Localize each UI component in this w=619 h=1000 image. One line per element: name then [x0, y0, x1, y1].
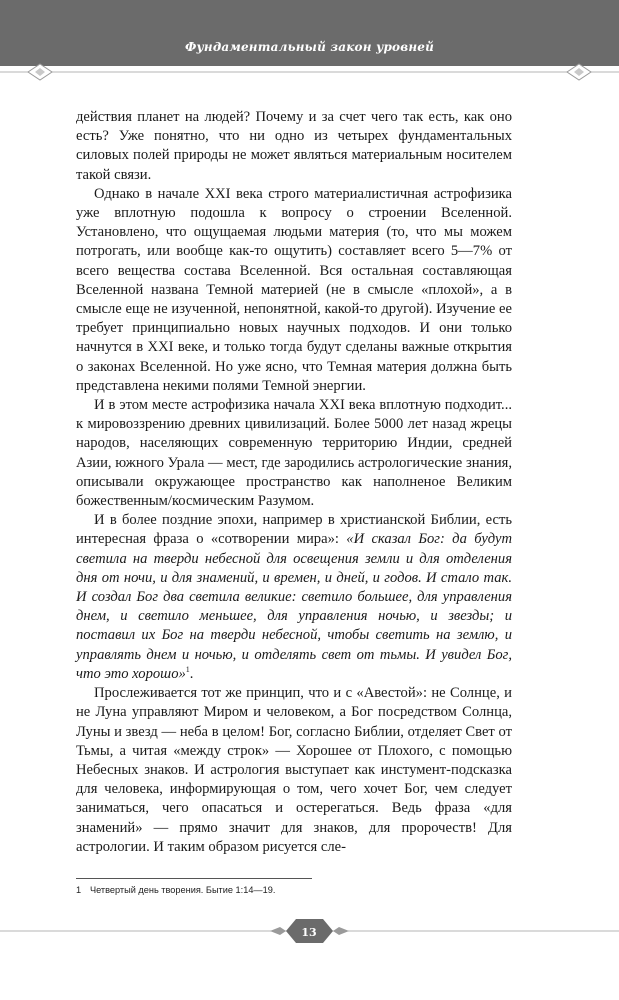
paragraph-3: И в этом месте астрофизика начала XXI века вплотную подходит... к мировоззрению древних цивилизаций. Более 5000 лет назад жрецы народов, населяющих современную территорию Индии, средней Азии, южного Урала — мест, где зародились астрологические знания, описывали окружающее пространство как наполненое Великим божественным/космическим Разумом.	[76, 397, 512, 510]
paragraph-2: Однако в начале XXI века строго материалистичная астрофизика уже вплотную подошла к вопросу о строении Вселенной. Установлено, что ощущаемая людьми материя (то, что мы можем потрогать, или вообще как-то ощутить) составляет всего 5—7% от всего вещества состава Вселенной. Вся остальная составляющая Вселенной названа Темной материей (не в смысле «плохой», а в смысле еще не изученной, непонятной, какой-то другой). Изучение ее требует принципиально новых научных подходов. И они только начнутся в XXI веке, и только тогда будут сделаны важные открытия о законах Вселенной. Но уже ясно, что Темная материя должна быть представлена некими полями Темной энергии.	[76, 185, 512, 394]
footnote-text: Четвертый день творения. Бытие 1:14—19.	[90, 885, 276, 895]
paragraph-4	[76, 511, 512, 684]
running-header-title: Фундаментальный закон уровней	[184, 40, 435, 54]
footnote-mark: 1	[76, 885, 82, 895]
page-number: 13	[301, 926, 317, 939]
bible-quote: «И сказал Бог: да будут светила на тверди небесной для освещения земли и для отделения дня от ночи, и для знамений, и времен, и дней, и годов. И стало так. И создал Бог два светила великие: светило большее, для управления днем, и светило меньшее, для управления ночью, и звезды; и поставил их Бог на тверди небесной, чтобы светить на землю, и управлять днем и ночью, и отделять свет от тьмы. И увидел Бог, что это хорошо»	[76, 531, 512, 682]
body-text	[76, 108, 512, 857]
footnote-ref[interactable]: 1	[185, 665, 190, 675]
footnote	[76, 885, 512, 895]
footnote-divider	[76, 878, 312, 879]
paragraph-4-lead: И в более поздние эпохи, например в христианской Библии, есть интересная фраза о «сотворении мира»:	[76, 512, 512, 548]
paragraph-1: действия планет на людей? Почему и за счет чего так есть, как оно есть? Уже понятно, что ни одно из четырех фундаментальных силовых полей природы не может являться материальным носителем такой связи.	[76, 109, 512, 183]
paragraph-4-tail: .	[189, 665, 194, 682]
paragraph-5: Прослеживается тот же принцип, что и с «Авестой»: не Солнце, и не Луна управляют Миром и человеком, а Бог посредством Солнца, Луны и звезд — неба в целом! Бог, согласно Библии, отделяет Свет от Тьмы, а читая «между строк» — Хорошее от Плохого, с помощью Небесных знаков. И астрология выступает как инстумент-подсказка для человека, информирующая о том, чего хочет Бог, чем следует заниматься, чего опасаться и остерегаться. Ведь фраза «для знамений» — прямо значит для знаков, для пророчеств! Для астрологии. И таким образом рисуется сле-	[76, 685, 512, 855]
header-ornament	[0, 52, 619, 92]
